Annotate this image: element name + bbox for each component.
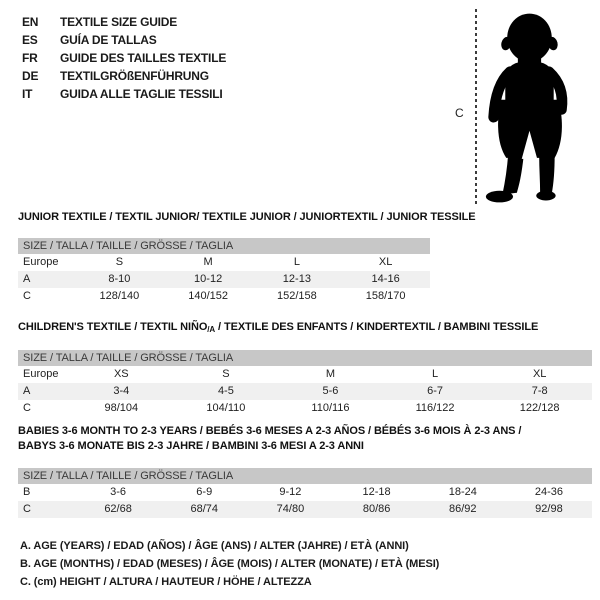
table-row [18, 501, 592, 518]
junior-table [18, 238, 430, 305]
row-label: A [23, 385, 31, 397]
cell: 104/110 [206, 402, 246, 414]
cell: 3-6 [110, 486, 127, 498]
row-label: C [23, 503, 31, 515]
cell: 9-12 [279, 486, 302, 498]
cell: 24-36 [534, 486, 564, 498]
cell: 3-4 [113, 385, 130, 397]
cell: 8-10 [108, 273, 131, 285]
cell: L [432, 368, 439, 380]
junior-table-section [18, 210, 476, 305]
size-header-bar: SIZE / TALLA / TAILLE / GRÖSSE / TAGLIA [18, 350, 592, 366]
lang-title: GUÍA DE TALLAS [60, 33, 157, 47]
cell: XS [113, 368, 129, 380]
cell: 7-8 [531, 385, 548, 397]
lang-title: GUIDE DES TAILLES TEXTILE [60, 51, 227, 65]
cell: M [203, 256, 213, 268]
cell: 62/68 [104, 503, 132, 515]
table-row [18, 366, 592, 383]
cell: 14-16 [371, 273, 400, 285]
lang-row-es [22, 31, 226, 49]
lang-title: GUIDA ALLE TAGLIE TESSILI [60, 87, 223, 101]
row-label: Europe [23, 368, 59, 380]
children-table-title [18, 320, 592, 337]
cell: 80/86 [362, 503, 391, 515]
lang-title: TEXTILE SIZE GUIDE [60, 15, 178, 29]
cell: XL [378, 256, 393, 268]
lang-code: IT [22, 87, 33, 101]
cell: M [325, 368, 336, 380]
cell: 18-24 [448, 486, 477, 498]
table-row [18, 254, 430, 271]
row-label: B [23, 486, 31, 498]
size-header-bar: SIZE / TALLA / TAILLE / GRÖSSE / TAGLIA [18, 238, 430, 254]
footnotes [20, 537, 439, 591]
babies-table-section [18, 424, 592, 518]
height-measure-label: C [455, 106, 464, 120]
cell: 116/122 [415, 402, 455, 414]
cell: 5-6 [322, 385, 339, 397]
cell: L [293, 256, 300, 268]
cell: 12-18 [362, 486, 391, 498]
cell: 68/74 [190, 503, 219, 515]
lang-row-fr [22, 49, 226, 67]
title-part: CHILDREN'S TEXTILE / TEXTIL NIÑO [18, 321, 208, 333]
cell: 122/128 [519, 402, 560, 414]
title-line-2: BABYS 3-6 MONATE BIS 2-3 JAHRE / BAMBINI 3-6 MESI A 2-3 ANNI [18, 440, 364, 452]
row-label: Europe [23, 256, 59, 268]
cell: 10-12 [194, 273, 223, 285]
row-label: C [23, 290, 31, 302]
babies-table [18, 468, 592, 518]
lang-row-de [22, 67, 226, 85]
lang-code: EN [22, 15, 39, 29]
table-row [18, 383, 592, 400]
row-label: C [23, 402, 31, 414]
toddler-silhouette-icon [483, 9, 575, 206]
footnote-c: C. (cm) HEIGHT / ALTURA / HAUTEUR / HÖHE / ALTEZZA [20, 576, 312, 588]
cell: 92/98 [535, 503, 563, 515]
cell: 140/152 [188, 290, 228, 302]
cell: S [115, 256, 124, 268]
lang-title: TEXTILGRÖßENFÜHRUNG [60, 69, 209, 83]
lang-code: ES [22, 33, 38, 47]
table-row [18, 271, 430, 288]
title-line-1: BABIES 3-6 MONTH TO 2-3 YEARS / BEBÉS 3-6 MESES A 2-3 AÑOS / BÉBÉS 3-6 MOIS À 2-3 ANS / [18, 425, 522, 437]
cell: 4-5 [217, 385, 234, 397]
cell: 152/158 [276, 290, 317, 302]
junior-table-title: JUNIOR TEXTILE / TEXTIL JUNIOR/ TEXTILE JUNIOR / JUNIORTEXTIL / JUNIOR TESSILE [18, 211, 476, 223]
cell: 12-13 [282, 273, 311, 285]
lang-row-en [22, 13, 226, 31]
cell: S [222, 368, 230, 380]
footnote-a: A. AGE (YEARS) / EDAD (AÑOS) / ÂGE (ANS) / ALTER (JAHRE) / ETÀ (ANNI) [20, 540, 409, 552]
size-header-bar: SIZE / TALLA / TAILLE / GRÖSSE / TAGLIA [18, 468, 592, 484]
footnote-b: B. AGE (MONTHS) / EDAD (MESES) / ÂGE (MOIS) / ALTER (MONATE) / ETÀ (MESI) [20, 558, 440, 570]
table-row [18, 288, 430, 305]
lang-row-it [22, 85, 226, 103]
cell: XL [532, 368, 547, 380]
lang-code: DE [22, 69, 39, 83]
height-dashed-line [475, 9, 477, 206]
row-label: A [23, 273, 31, 285]
cell: 74/80 [276, 503, 305, 515]
cell: 158/170 [365, 290, 406, 302]
cell: 86/92 [449, 503, 477, 515]
title-subscript: /A [207, 325, 216, 334]
babies-table-title [18, 424, 592, 454]
lang-code: FR [22, 51, 38, 65]
language-header [22, 13, 226, 103]
cell: 110/116 [311, 402, 350, 414]
title-part: / TEXTILE DES ENFANTS / KINDERTEXTIL / BAMBINI TESSILE [215, 321, 539, 333]
table-row [18, 484, 592, 501]
cell: 6-9 [196, 486, 213, 498]
cell: 6-7 [427, 385, 444, 397]
children-table-section [18, 320, 592, 417]
cell: 98/104 [104, 402, 139, 414]
table-row [18, 400, 592, 417]
children-table [18, 350, 592, 417]
cell: 128/140 [99, 290, 140, 302]
